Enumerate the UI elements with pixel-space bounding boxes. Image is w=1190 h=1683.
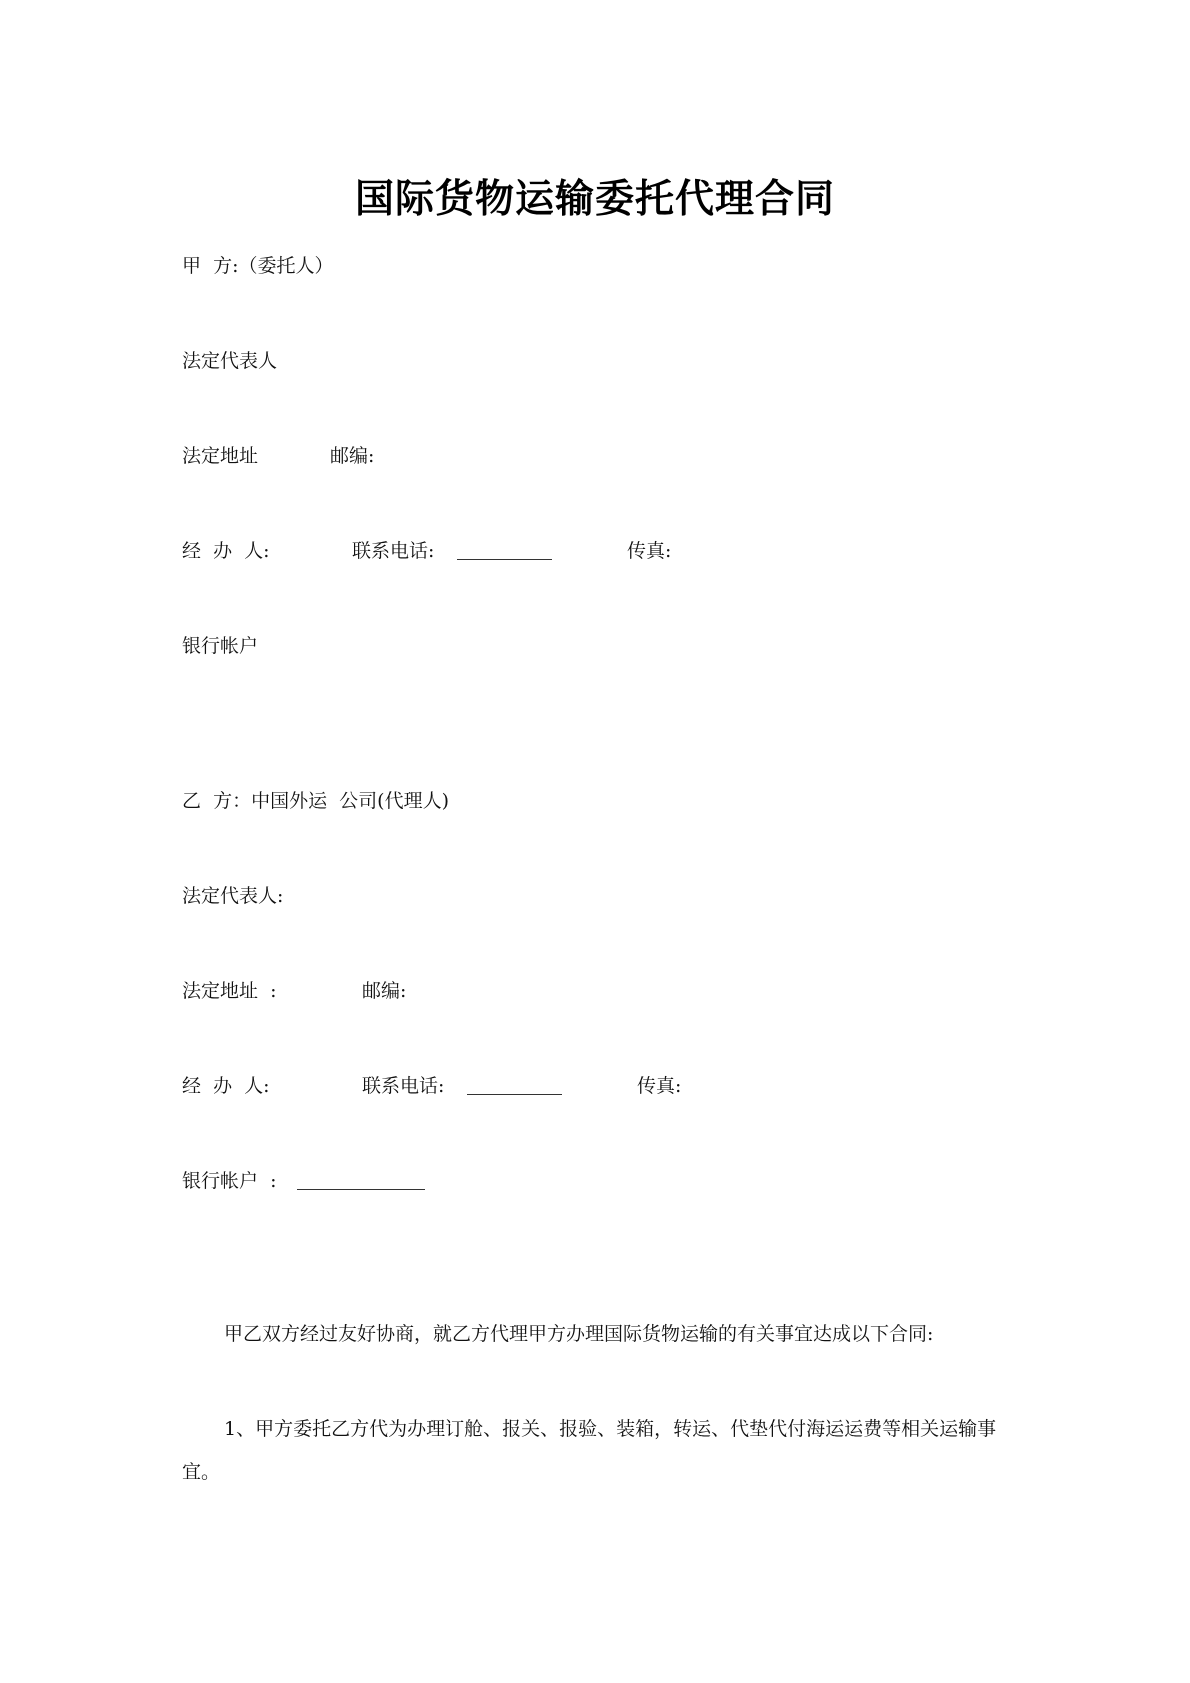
party-b-phone-label: 联系电话: [362, 1075, 445, 1097]
party-a-postcode-label: 邮编: [330, 445, 375, 467]
party-a-address-row [182, 444, 782, 468]
party-a-handler-label: 经 办 人: [182, 540, 270, 562]
preamble-paragraph: 甲乙双方经过友好协商，就乙方代理甲方办理国际货物运输的有关事宜达成以下合同: [224, 1323, 934, 1345]
party-b-fax-label: 传真: [637, 1075, 682, 1097]
party-b-contact-row [182, 1074, 882, 1098]
party-b-postcode-label: 邮编: [362, 980, 407, 1002]
party-a-header: 甲 方:（委托人） [182, 255, 334, 277]
party-a-phone-blank [457, 539, 552, 560]
party-b-legal-rep-label: 法定代表人: [182, 885, 284, 907]
party-b-handler-label: 经 办 人: [182, 1075, 270, 1097]
clause-1: 1、甲方委托乙方代为办理订舱、报关、报验、装箱，转运、代垫代付海运运费等相关运输事宜。 [182, 1418, 997, 1483]
party-a-contact-row [182, 539, 882, 563]
party-b-bank-blank [297, 1169, 425, 1190]
party-b-header: 乙 方：中国外运 公司(代理人) [182, 790, 449, 812]
party-b-address-label: 法定地址 : [182, 980, 277, 1002]
party-a-address-label: 法定地址 [182, 445, 259, 467]
party-b-address-row [182, 979, 782, 1003]
party-a-legal-rep-label: 法定代表人 [182, 350, 278, 372]
contract-title: 国际货物运输委托代理合同 [354, 176, 835, 222]
party-b-bank-row [182, 1169, 782, 1193]
party-b-bank-label: 银行帐户 : [182, 1170, 277, 1192]
party-a-fax-label: 传真: [627, 540, 672, 562]
party-a-phone-label: 联系电话: [352, 540, 435, 562]
party-a-bank-label: 银行帐户 [182, 635, 259, 657]
party-b-phone-blank [467, 1074, 562, 1095]
